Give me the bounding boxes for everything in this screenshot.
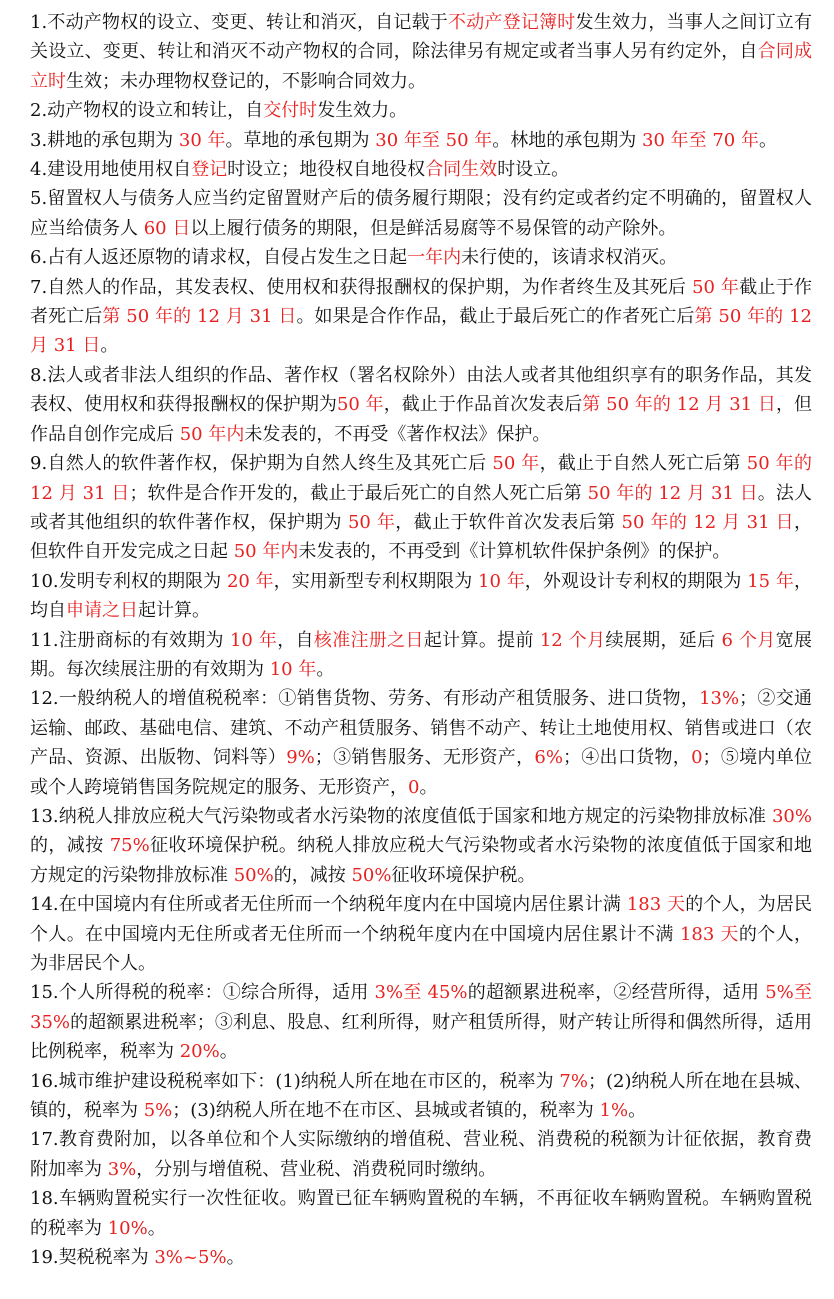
highlighted-term: 3%~5% bbox=[154, 1247, 227, 1269]
text-segment: 起计算。提前 bbox=[423, 629, 540, 651]
text-segment: ，截止于作品首次发表后 bbox=[383, 394, 583, 416]
highlighted-term: 1% bbox=[599, 1100, 629, 1122]
text-segment: ，截止于自然人死亡后第 bbox=[539, 453, 747, 475]
highlighted-term: 3%至 45% bbox=[374, 982, 468, 1004]
text-segment: 发生效力，当事人之间订立有关设立、变更、转让和消灭不动产物权的合同，除法律另有规定或者当事人另有约定外，自 bbox=[30, 12, 813, 63]
text-segment: 。 bbox=[758, 129, 777, 151]
text-segment: 的，减按 bbox=[273, 864, 352, 886]
paragraph-17 bbox=[30, 1125, 812, 1184]
highlighted-term: 一年内 bbox=[407, 247, 462, 269]
text-segment: 17.教育费附加，以各单位和个人实际缴纳的增值税、营业税、消费税的税额为计征依据，教育费附加率为 bbox=[30, 1129, 812, 1180]
text-segment: ，实用新型专利权期限为 bbox=[273, 570, 479, 592]
highlighted-term: 10 年 bbox=[478, 570, 525, 592]
highlighted-term: 183 天 bbox=[679, 923, 739, 945]
highlighted-term: 核准注册之日 bbox=[313, 629, 424, 651]
highlighted-term: 50 年内 bbox=[233, 541, 299, 563]
text-segment: 4.建设用地使用权自 bbox=[30, 159, 192, 181]
text-segment: 11.注册商标的有效期为 bbox=[30, 629, 230, 651]
text-segment: 起计算。 bbox=[138, 600, 210, 622]
highlighted-term: 50 年 bbox=[692, 276, 740, 298]
text-segment: 未发表的，不再受到《计算机软件保护条例》的保护。 bbox=[298, 541, 731, 563]
text-segment: 。如果是合作作品，截止于最后死亡的作者死亡后 bbox=[296, 306, 695, 328]
highlighted-term: 50% bbox=[351, 864, 392, 886]
highlighted-term: 交付时 bbox=[263, 100, 318, 122]
highlighted-term: 申请之日 bbox=[66, 600, 138, 622]
paragraph-16 bbox=[30, 1067, 812, 1126]
paragraph-18 bbox=[30, 1184, 812, 1243]
text-segment: 未发表的，不再受《著作权法》保护。 bbox=[244, 423, 551, 445]
text-segment: 生效；未办理物权登记的，不影响合同效力。 bbox=[66, 70, 426, 92]
text-segment: 的个人，为居民个人。在中国境内无住所或者无住所而一个纳税年度内在中国境内居住累计不满 bbox=[30, 894, 813, 945]
paragraph-14 bbox=[30, 890, 812, 978]
highlighted-term: 20% bbox=[179, 1041, 220, 1063]
text-segment: ；(2)纳税人所在地在县城、镇的，税率为 bbox=[30, 1070, 813, 1122]
highlighted-term: 30 年至 70 年 bbox=[642, 129, 759, 151]
text-segment: 。 bbox=[100, 335, 119, 357]
text-segment: 12.一般纳税人的增值税税率：①销售货物、劳务、有形动产租赁服务、进口货物， bbox=[30, 688, 700, 710]
highlighted-term: 60 日 bbox=[143, 217, 191, 239]
text-segment: 。 bbox=[419, 776, 438, 798]
paragraph-8 bbox=[30, 361, 812, 449]
highlighted-term: 50 年的 12 月 31 日 bbox=[587, 482, 758, 504]
text-segment: 时设立。 bbox=[497, 159, 570, 181]
highlighted-term: 30 年至 50 年 bbox=[375, 129, 493, 151]
text-segment: ，分别与增值税、营业税、消费税同时缴纳。 bbox=[136, 1158, 497, 1180]
highlighted-term: 10 年 bbox=[269, 658, 317, 680]
text-segment: 的个人，为非居民个人。 bbox=[30, 923, 813, 974]
highlighted-term: 第 50 年的 12 月 31 日 bbox=[102, 306, 297, 328]
text-segment: 10.发明专利权的期限为 bbox=[30, 570, 227, 592]
text-segment: 的，减按 bbox=[30, 835, 110, 857]
paragraph-3 bbox=[30, 126, 812, 155]
highlighted-term: 20 年 bbox=[226, 570, 274, 592]
highlighted-term: 75% bbox=[109, 835, 150, 857]
text-segment: 19.契税税率为 bbox=[30, 1247, 155, 1269]
paragraph-15 bbox=[30, 978, 812, 1066]
highlighted-term: 50 年的 12 月 31 日 bbox=[621, 511, 794, 533]
text-segment: 的超额累进税率；③利息、股息、红利所得，财产租赁所得，财产转让所得和偶然所得，适用比例税率，税率为 bbox=[30, 1011, 812, 1063]
text-segment: 。草地的承包期为 bbox=[225, 129, 376, 151]
paragraph-6 bbox=[30, 243, 812, 272]
highlighted-term: 50 年 bbox=[492, 453, 540, 475]
text-segment: 宽展期。每次续展注册的有效期为 bbox=[30, 629, 812, 680]
text-segment: 。 bbox=[226, 1247, 245, 1269]
highlighted-term: 5%至 35% bbox=[30, 982, 812, 1033]
highlighted-term: 0 bbox=[408, 776, 420, 798]
paragraph-19 bbox=[30, 1243, 812, 1272]
text-segment: 8.法人或者非法人组织的作品、著作权（署名权除外）由法人或者其他组织享有的职务作品，其发表权、使用权和获得报酬权的保护期为 bbox=[30, 364, 812, 416]
highlighted-term: 50 年的 12 月 31 日 bbox=[30, 453, 812, 504]
text-segment: 以上履行债务的期限，但是鲜活易腐等不易保管的动产除外。 bbox=[190, 217, 677, 239]
text-segment: 16.城市维护建设税税率如下：(1)纳税人所在地在市区的，税率为 bbox=[30, 1070, 560, 1092]
highlighted-term: 50 年内 bbox=[179, 423, 245, 445]
text-segment: ；④出口货物， bbox=[562, 747, 692, 769]
highlighted-term: 合同生效 bbox=[425, 159, 498, 181]
paragraph-13 bbox=[30, 802, 812, 890]
text-segment: 发生效力。 bbox=[317, 100, 408, 122]
highlighted-term: 6% bbox=[534, 747, 563, 769]
highlighted-term: 不动产登记簿时 bbox=[448, 12, 576, 33]
text-segment: 。林地的承包期为 bbox=[492, 129, 642, 151]
text-segment: 。 bbox=[219, 1041, 238, 1063]
text-segment: ，外观设计专利权的期限为 bbox=[524, 570, 748, 592]
paragraph-7 bbox=[30, 273, 812, 361]
highlighted-term: 登记 bbox=[191, 159, 228, 181]
highlighted-term: 30% bbox=[771, 805, 812, 827]
highlighted-term: 7% bbox=[559, 1070, 588, 1092]
text-segment: 截止于作者死亡后 bbox=[30, 276, 812, 328]
text-segment: 的超额累进税率，②经营所得，适用 bbox=[467, 982, 766, 1004]
paragraph-5 bbox=[30, 184, 812, 243]
text-segment: ；(3)纳税人所在地不在市区、县城或者镇的，税率为 bbox=[172, 1100, 600, 1122]
text-segment: 18.车辆购置税实行一次性征收。购置已征车辆购置税的车辆，不再征收车辆购置税。车辆购置税的税率为 bbox=[30, 1188, 812, 1239]
paragraph-11 bbox=[30, 626, 812, 685]
highlighted-term: 5% bbox=[143, 1100, 173, 1122]
highlighted-term: 10% bbox=[107, 1217, 148, 1239]
paragraph-9 bbox=[30, 449, 812, 567]
text-segment: 7.自然人的作品，其发表权、使用权和获得报酬权的保护期，为作者终生及其死后 bbox=[30, 276, 693, 298]
paragraph-2 bbox=[30, 96, 812, 125]
text-segment: ，但软件自开发完成之日起 bbox=[30, 511, 812, 563]
text-segment: ；⑤境内单位或个人跨境销售国务院规定的服务、无形资产， bbox=[30, 747, 813, 798]
highlighted-term: 第 50 年的 12 月 31 日 bbox=[582, 394, 776, 416]
text-segment: 时设立；地役权自地役权 bbox=[227, 159, 426, 181]
text-segment: 2.动产物权的设立和转让，自 bbox=[30, 100, 264, 122]
highlighted-term: 6 个月 bbox=[721, 629, 776, 651]
text-segment: 。法人或者其他组织的软件著作权，保护期为 bbox=[30, 482, 812, 533]
text-segment: 。 bbox=[628, 1100, 647, 1122]
highlighted-term: 12 个月 bbox=[539, 629, 606, 651]
highlighted-term: 50 年 bbox=[336, 394, 384, 416]
text-segment: 。 bbox=[147, 1217, 166, 1239]
text-segment: ，均自 bbox=[30, 570, 812, 622]
text-segment: ，截止于软件首次发表后第 bbox=[395, 511, 622, 533]
highlighted-term: 3% bbox=[107, 1158, 137, 1180]
highlighted-term: 183 天 bbox=[626, 894, 686, 916]
highlighted-term: 50% bbox=[233, 864, 274, 886]
text-segment: 续展期，延后 bbox=[605, 629, 722, 651]
highlighted-term: 合同成立时 bbox=[30, 41, 813, 92]
text-segment: 征收环境保护税。 bbox=[391, 864, 536, 886]
text-segment: 15.个人所得税的税率：①综合所得，适用 bbox=[30, 982, 375, 1004]
text-segment: ；②交通运输、邮政、基础电信、建筑、不动产租赁服务、销售不动产、转让土地使用权、销售或进口（农产品、资源、出版物、饲料等） bbox=[30, 688, 812, 769]
text-segment: 5.留置权人与债务人应当约定留置财产后的债务履行期限；没有约定或者约定不明确的，留置权人应当给债务人 bbox=[30, 188, 812, 239]
text-segment: 征收环境保护税。纳税人排放应税大气污染物或者水污染物的浓度值低于国家和地方规定的污染物排放标准 bbox=[30, 835, 812, 886]
text-segment: ；③销售服务、无形资产， bbox=[314, 747, 535, 769]
text-segment: ；软件是合作开发的，截止于最后死亡的自然人死亡后第 bbox=[129, 482, 588, 504]
text-segment: 14.在中国境内有住所或者无住所而一个纳税年度内在中国境内居住累计满 bbox=[30, 894, 627, 916]
text-segment: ，自 bbox=[277, 629, 314, 651]
paragraph-10 bbox=[30, 567, 812, 626]
highlighted-term: 15 年 bbox=[747, 570, 794, 592]
paragraph-12 bbox=[30, 684, 812, 802]
highlighted-term: 13% bbox=[699, 688, 740, 710]
text-segment: 。 bbox=[316, 658, 335, 680]
paragraph-1 bbox=[30, 8, 812, 96]
highlighted-term: 10 年 bbox=[229, 629, 278, 651]
highlighted-term: 第 50 年的 12 月 31 日 bbox=[30, 306, 812, 357]
text-segment: 3.耕地的承包期为 bbox=[30, 129, 179, 151]
highlighted-term: 0 bbox=[691, 747, 703, 769]
text-segment: 6.占有人返还原物的请求权，自侵占发生之日起 bbox=[30, 247, 408, 269]
text-segment: 未行使的，该请求权消灭。 bbox=[461, 247, 678, 269]
highlighted-term: 50 年 bbox=[347, 511, 396, 533]
text-segment: ，但作品自创作完成后 bbox=[30, 394, 813, 445]
text-segment: 13.纳税人排放应税大气污染物或者水污染物的浓度值低于国家和地方规定的污染物排放标准 bbox=[30, 805, 772, 827]
text-segment: 9.自然人的软件著作权，保护期为自然人终生及其死亡后 bbox=[30, 453, 493, 475]
text-segment: 1.不动产物权的设立、变更、转让和消灭，自记载于 bbox=[30, 12, 449, 33]
highlighted-term: 9% bbox=[286, 747, 315, 769]
highlighted-term: 30 年 bbox=[178, 129, 226, 151]
paragraph-4 bbox=[30, 155, 812, 184]
